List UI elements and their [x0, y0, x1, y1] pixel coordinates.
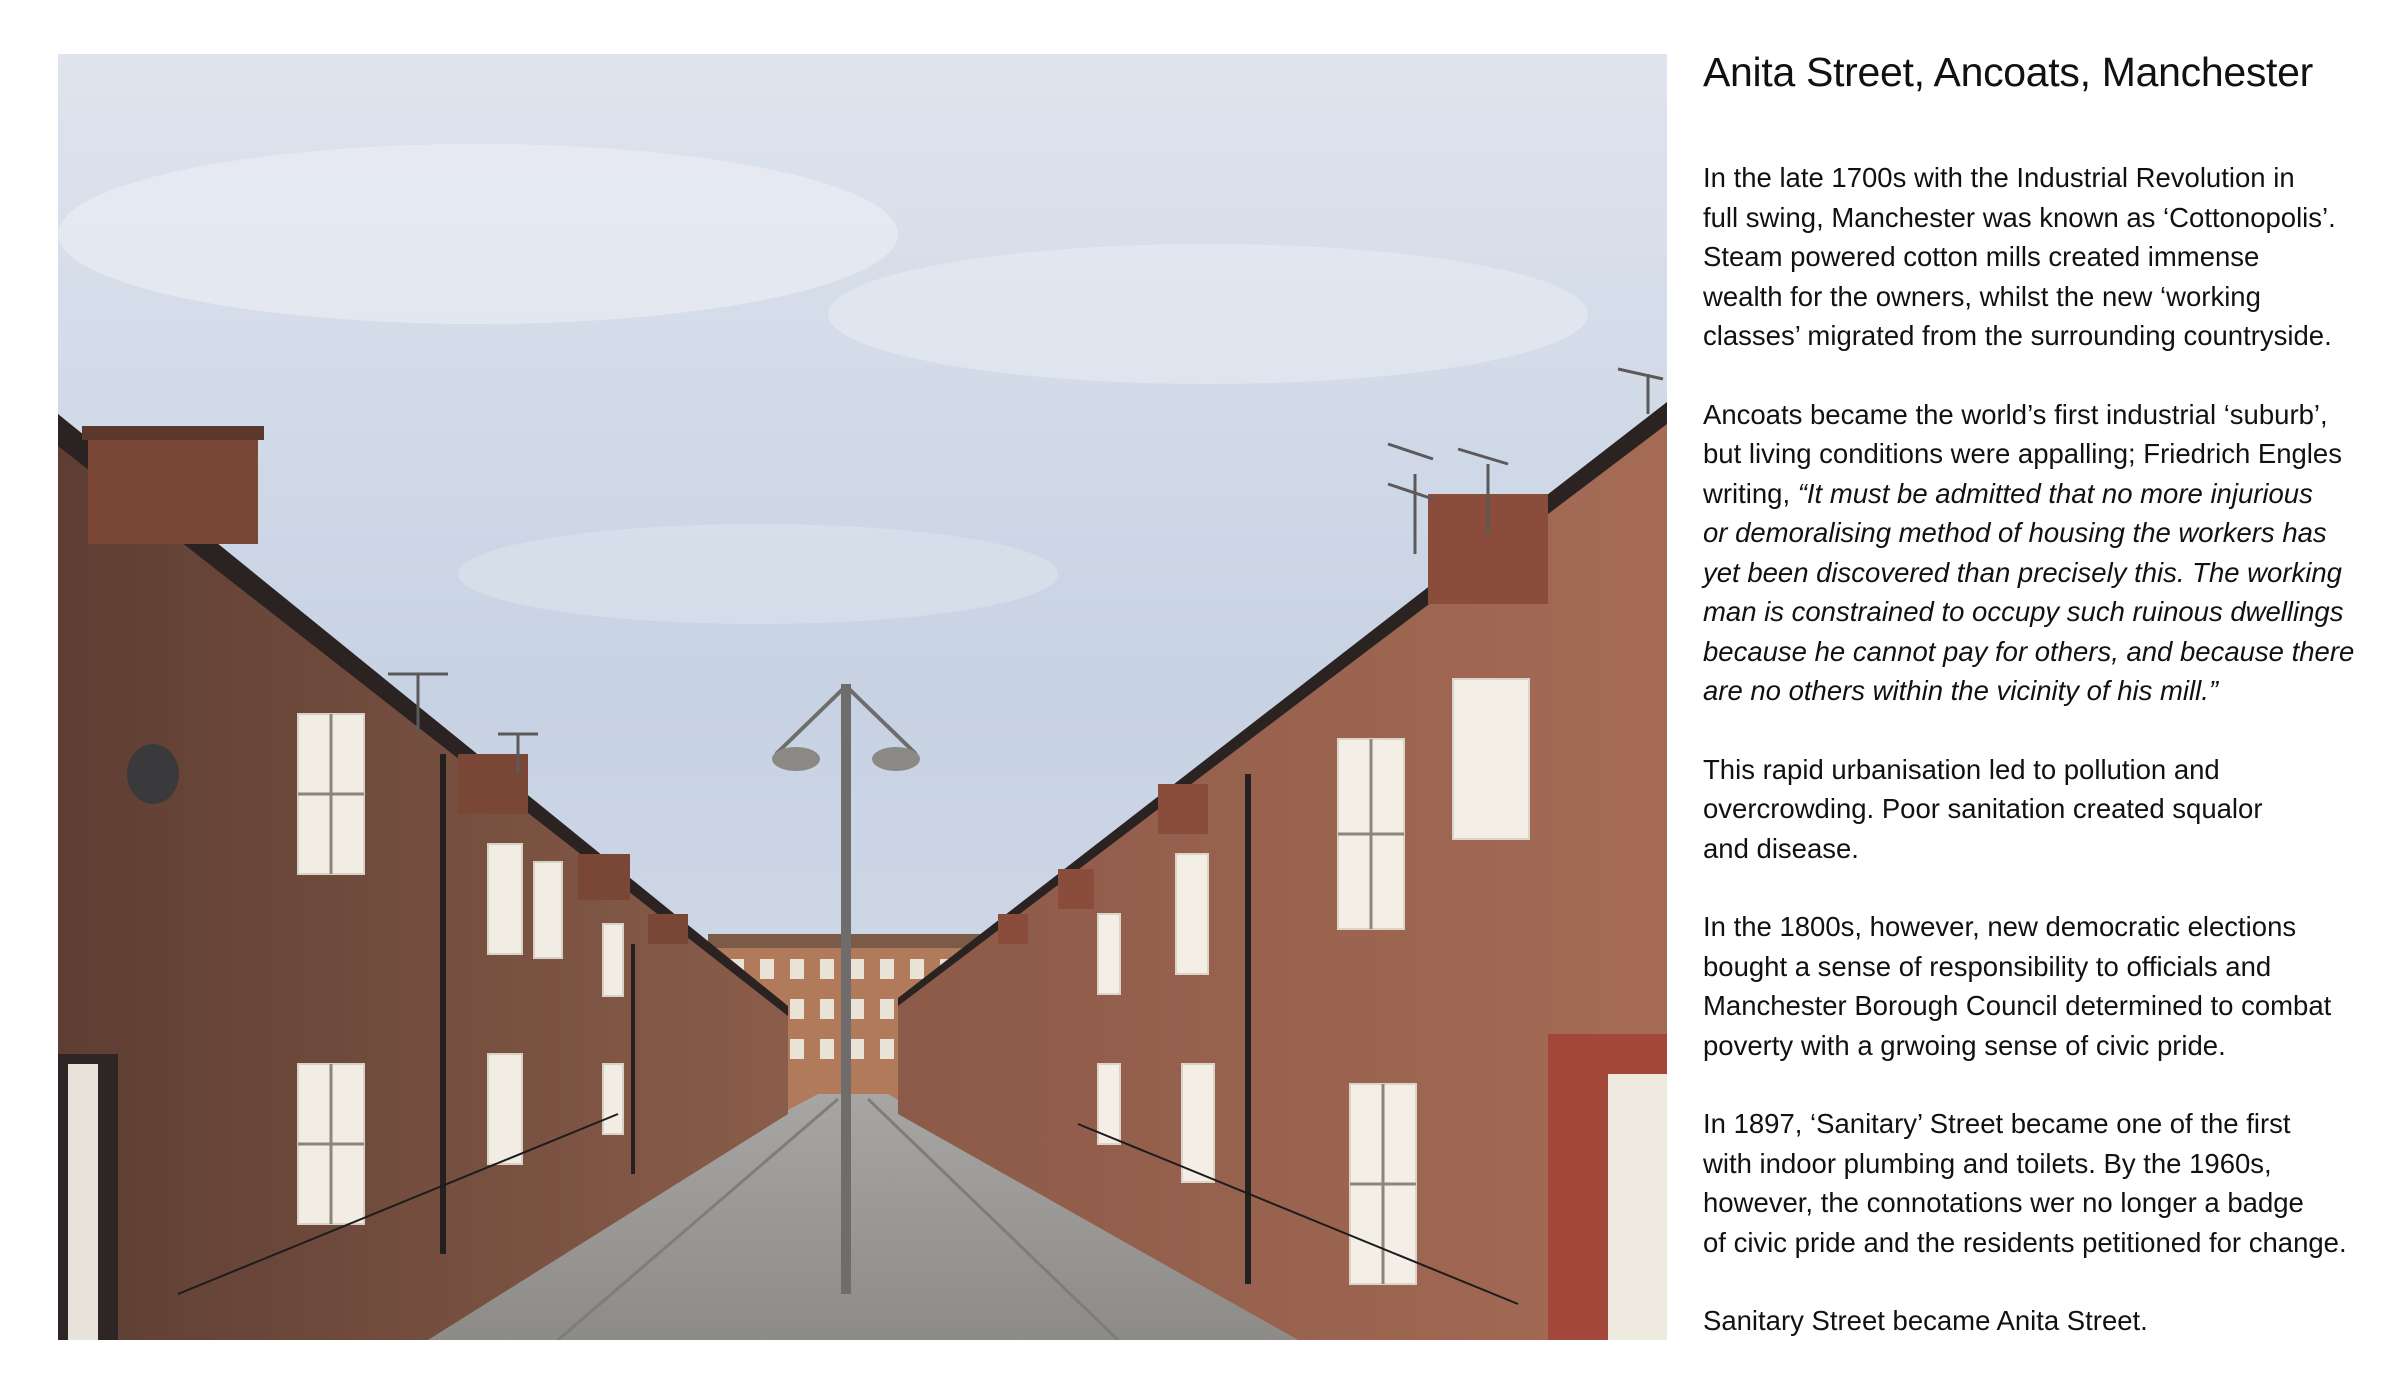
paragraph-line: Ancoats became the world’s first industrial ‘suburb’, [1703, 398, 2328, 430]
engels-quote-line: because he cannot pay for others, and because there [1703, 635, 2355, 667]
paragraph-urbanisation [1703, 750, 2393, 869]
engels-quote-start: “It must be admitted that no more injurious [1797, 477, 2313, 509]
paragraph-line: In 1897, ‘Sanitary’ Street became one of the first [1703, 1108, 2291, 1139]
engels-quote-line: are no others within the vicinity of his mill.” [1703, 675, 2219, 706]
paragraph-line: with indoor plumbing and toilets. By the 1960s, [1703, 1147, 2272, 1179]
paragraph-line: Steam powered cotton mills created immense [1703, 241, 2260, 272]
paragraph-civic-pride [1703, 907, 2393, 1065]
paragraph-line: This rapid urbanisation led to pollution and [1703, 753, 2220, 785]
paragraph-line: full swing, Manchester was known as ‘Cottonopolis’. [1703, 201, 2336, 233]
paragraph-renamed [1703, 1301, 2393, 1341]
paragraph-line: wealth for the owners, whilst the new ‘working [1703, 280, 2261, 312]
paragraph-line: overcrowding. Poor sanitation created squalor [1703, 793, 2263, 824]
paragraph-line: classes’ migrated from the surrounding countryside. [1703, 320, 2332, 351]
quote-intro: writing, [1703, 477, 1798, 509]
paragraph-line: poverty with a grwoing sense of civic pride. [1703, 1029, 2226, 1061]
engels-quote-line: yet been discovered than precisely this. The working [1703, 556, 2342, 588]
paragraph-line: In the 1800s, however, new democratic elections [1703, 911, 2297, 942]
paragraph-industrial-revolution [1703, 158, 2393, 356]
article [1703, 36, 2393, 1380]
paragraph-line: Manchester Borough Council determined to combat [1703, 990, 2332, 1021]
paragraph-line: but living conditions were appalling; Friedrich Engles [1703, 438, 2342, 469]
engels-quote-line: or demoralising method of housing the workers has [1703, 517, 2327, 548]
paragraph-line: bought a sense of responsibility to officials and [1703, 950, 2272, 982]
paragraph-line: however, the connotations wer no longer a badge [1703, 1187, 2304, 1218]
paragraph-sanitary-street [1703, 1104, 2393, 1262]
paragraph-line: Sanitary Street became Anita Street. [1703, 1305, 2148, 1336]
paragraph-line-mixed [1703, 474, 2393, 514]
paragraph-ancoats-engels [1703, 395, 2393, 711]
engels-quote-line: man is constrained to occupy such ruinous dwellings [1703, 596, 2344, 627]
street-photo [58, 54, 1667, 1340]
article-title: Anita Street, Ancoats, Manchester [1703, 49, 2313, 95]
street-photo-illustration [58, 54, 1667, 1340]
paragraph-line: In the late 1700s with the Industrial Revolution in [1703, 162, 2295, 193]
paragraph-line: of civic pride and the residents petitioned for change. [1703, 1226, 2347, 1258]
paragraph-line: and disease. [1703, 832, 1859, 864]
